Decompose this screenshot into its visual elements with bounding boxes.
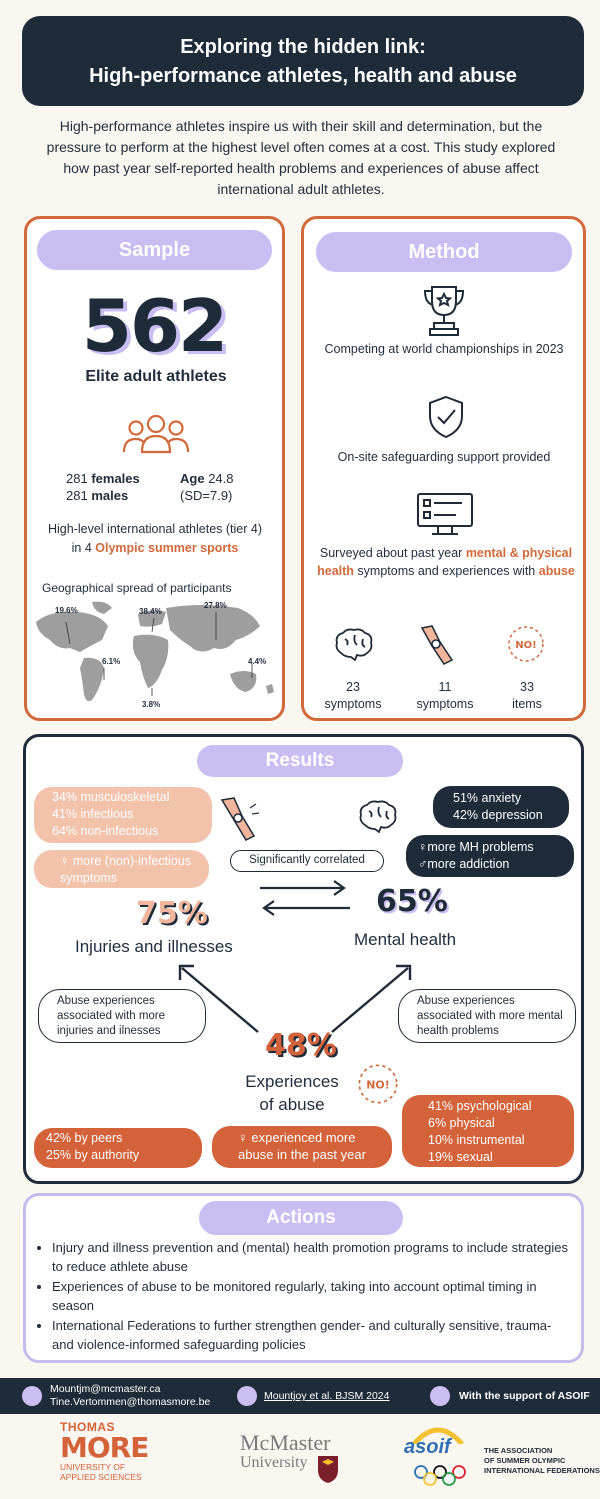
abuse-label: Experiences of abuse bbox=[245, 1072, 339, 1114]
abuse-percent: 48% bbox=[265, 1028, 337, 1063]
map-label-4: 6.1% bbox=[102, 657, 121, 666]
actions-list bbox=[52, 1239, 576, 1354]
abuse-types: 41% psychological 6% physical 10% instrumental 19% sexual bbox=[402, 1095, 574, 1167]
asoif-wordmark: asoif bbox=[404, 1436, 451, 1458]
intro-text: High-performance athletes inspire us with their skill and determination, but the pressure to perform at the highest level often comes at a cost. This study explored how past year self-reported health problems and experiences of abuse affect international adult athletes. bbox=[46, 118, 556, 197]
title-line-2: High-performance athletes, health and abuse bbox=[89, 65, 517, 87]
method-item-3: Surveyed about past year mental & physical health symptoms and experiences with abuse bbox=[317, 546, 575, 578]
footer-bar bbox=[0, 1378, 600, 1414]
abuse-injury-link: Abuse experiences associated with more injuries and ilnesses bbox=[38, 989, 206, 1043]
map-label-2: 38.4% bbox=[139, 607, 162, 616]
mh-label: Mental health bbox=[354, 930, 457, 949]
handshake-icon bbox=[430, 1386, 450, 1406]
correlated-label: Significantly correlated bbox=[230, 850, 384, 872]
actions-heading: Actions bbox=[199, 1201, 403, 1235]
globe-icon bbox=[237, 1386, 257, 1406]
world-map bbox=[30, 600, 280, 712]
method-item-1: Competing at world championships in 2023 bbox=[324, 342, 564, 356]
injury-label: Injuries and illnesses bbox=[75, 937, 233, 956]
results-heading: Results bbox=[197, 745, 403, 777]
email-1-link[interactable]: Mountjm@mcmaster.ca bbox=[50, 1383, 161, 1395]
action-item: • Injury and illness prevention and (mental) health promotion programs to include strategies to reduce athlete abuse bbox=[52, 1239, 576, 1276]
people-icon bbox=[120, 412, 192, 456]
shield-check-icon bbox=[426, 394, 466, 440]
mcmaster-crest-icon bbox=[316, 1454, 340, 1484]
map-title: Geographical spread of participants bbox=[42, 581, 232, 595]
action-item: • International Federations to further strengthen gender- and culturally sensitive, trauma- and violence-informed safeguarding policies bbox=[52, 1317, 576, 1354]
asoif-full-name: THE ASSOCIATION OF SUMMER OLYMPIC INTERNATIONAL FEDERATIONS bbox=[484, 1446, 600, 1475]
tier-text: High-level international athletes (tier 4) in 4 Olympic summer sports bbox=[48, 522, 262, 555]
sample-heading: Sample bbox=[37, 230, 272, 270]
map-label-1: 19.6% bbox=[55, 606, 78, 615]
olympic-rings-icon bbox=[412, 1464, 468, 1488]
survey-icon bbox=[416, 492, 474, 536]
stat-physical: 11 symptoms bbox=[416, 680, 474, 711]
email-2-link[interactable]: Tine.Vertommen@thomasmore.be bbox=[50, 1396, 211, 1408]
injury-breakdown: 34% musculoskeletal 41% infectious 64% non-infectious bbox=[34, 787, 212, 843]
knee-icon bbox=[418, 624, 458, 666]
brain-icon bbox=[333, 627, 375, 663]
mh-percent: 65% bbox=[376, 884, 448, 919]
sample-count-label: Elite adult athletes bbox=[85, 368, 227, 385]
action-item: • Experiences of abuse to be monitored regularly, taking into account optimal timing in season bbox=[52, 1278, 576, 1315]
sample-count: 562 bbox=[81, 284, 227, 368]
abuse-female: ♀ experienced more abuse in the past year bbox=[212, 1126, 392, 1168]
citation-link[interactable]: Mountjoy et al. BJSM 2024 bbox=[264, 1390, 390, 1402]
mh-gender: ♀more MH problems ♂more addiction bbox=[406, 835, 574, 877]
stat-mental: 23 symptoms bbox=[324, 680, 382, 711]
email-icon bbox=[22, 1386, 42, 1406]
map-label-3: 27.8% bbox=[204, 601, 227, 610]
support-text: With the support of ASOIF bbox=[459, 1390, 590, 1402]
abuse-perpetrators: 42% by peers 25% by authority bbox=[34, 1128, 202, 1168]
mh-breakdown: 51% anxiety 42% depression bbox=[433, 786, 569, 828]
map-label-6: 3.8% bbox=[142, 700, 161, 709]
mcmaster-logo: McMaster University bbox=[240, 1430, 331, 1471]
injury-female: ♀ more (non)-infectious symptoms bbox=[34, 850, 209, 888]
footer-emails bbox=[50, 1383, 210, 1409]
trophy-icon bbox=[422, 283, 466, 339]
age-info: Age 24.8 (SD=7.9) bbox=[180, 471, 234, 503]
title-line-1: Exploring the hidden link: bbox=[180, 36, 426, 58]
no-abuse-icon-results bbox=[356, 1062, 400, 1106]
method-heading: Method bbox=[316, 232, 572, 272]
svg-text:NO!: NO! bbox=[515, 640, 537, 651]
no-abuse-icon bbox=[506, 624, 546, 664]
injury-percent: 75% bbox=[136, 896, 208, 931]
thomas-more-logo: THOMAS MORE UNIVERSITY OF APPLIED SCIENCES bbox=[60, 1420, 149, 1482]
sex-breakdown: 281 females 281 males bbox=[66, 471, 140, 503]
knee-icon-results bbox=[218, 796, 262, 842]
svg-text:NO!: NO! bbox=[366, 1078, 390, 1092]
method-item-2: On-site safeguarding support provided bbox=[337, 450, 551, 464]
correlation-arrows bbox=[250, 876, 360, 920]
title-banner bbox=[22, 16, 584, 106]
brain-icon-results bbox=[356, 799, 400, 835]
abuse-mh-link: Abuse experiences associated with more mental health problems bbox=[398, 989, 576, 1043]
map-label-5: 4.4% bbox=[248, 657, 267, 666]
stat-abuse: 33 items bbox=[512, 680, 542, 711]
